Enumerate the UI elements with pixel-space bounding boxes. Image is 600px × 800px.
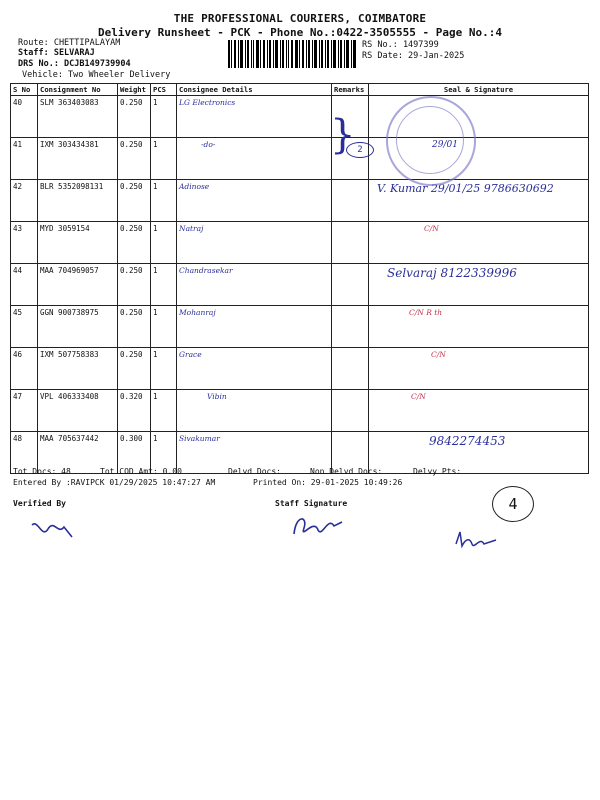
table-row [11,306,589,348]
rs-number: RS No.: 1497399 [362,40,439,50]
printed-on: Printed On: 29-01-2025 10:49:26 [253,478,403,487]
cell-weight: 0.250 [118,222,151,264]
cell-consignment: BLR 5352098131 [38,180,118,222]
cell-consignee: Vibin [177,390,332,432]
verifier-signature-icon [28,515,78,545]
cell-weight: 0.250 [118,306,151,348]
cell-sno: 42 [11,180,38,222]
runsheet-table [10,83,589,474]
staff-signature-icon [288,508,348,544]
vehicle-label: Vehicle: Two Wheeler Delivery [22,70,171,80]
cell-pcs: 1 [151,306,177,348]
runsheet-title: Delivery Runsheet - PCK - Phone No.:0422-3505555 - Page No.:4 [98,26,502,39]
delvy-pts: Delvy Pts: [413,467,462,476]
non-delvd-docs: Non Delvd Docs: [310,467,383,476]
tot-docs: Tot Docs: 48 [13,467,71,476]
table-row [11,222,589,264]
cell-consignment: IXM 507758383 [38,348,118,390]
cell-sno: 44 [11,264,38,306]
cell-weight: 0.250 [118,180,151,222]
cell-pcs: 1 [151,390,177,432]
stamp-date: 29/01 [432,140,458,150]
table-row [11,138,589,180]
tot-cod: Tot COD Amt: 0.00 [100,467,182,476]
cell-signature: V. Kumar 29/01/25 9786630692 [369,180,589,222]
delvd-docs: Delvd Docs: [228,467,281,476]
cell-consignee: Grace [177,348,332,390]
cell-weight: 0.250 [118,348,151,390]
cell-consignee: Mohanraj [177,306,332,348]
cell-consignment: VPL 406333408 [38,390,118,432]
table-row [11,432,589,474]
cell-sno: 40 [11,96,38,138]
table-row [11,390,589,432]
cell-signature: 9842274453 [369,432,589,474]
cell-sno: 45 [11,306,38,348]
cell-weight: 0.300 [118,432,151,474]
col-header-seal: Seal & Signature [369,84,589,96]
cell-consignment: MAA 705637442 [38,432,118,474]
cell-sno: 43 [11,222,38,264]
brace-mark-icon: } [330,112,356,158]
route-label: Route: CHETTIPALAYAM [18,38,121,48]
drs-number: DRS No.: DCJB149739904 [18,59,131,69]
cell-pcs: 1 [151,180,177,222]
cell-remarks [332,390,369,432]
cell-pcs: 1 [151,432,177,474]
cell-consignment: MYD 3059154 [38,222,118,264]
cell-signature: C/N R th [369,306,589,348]
cell-consignment: GGN 900738975 [38,306,118,348]
cell-sno: 47 [11,390,38,432]
cell-consignee: Sivakumar [177,432,332,474]
col-header-consignment: Consignment No [38,84,118,96]
verified-by-label: Verified By [13,499,66,508]
cell-pcs: 1 [151,264,177,306]
col-header-pcs: PCS [151,84,177,96]
cell-pcs: 1 [151,96,177,138]
col-header-sno: S No [11,84,38,96]
table-row [11,264,589,306]
staff-label: Staff: SELVARAJ [18,48,95,58]
cell-weight: 0.250 [118,264,151,306]
cell-pcs: 1 [151,138,177,180]
cell-signature: Selvaraj 8122339996 [369,264,589,306]
cell-remarks [332,222,369,264]
barcode-icon [228,40,356,68]
initials-icon [452,528,502,550]
table-row [11,348,589,390]
cell-remarks [332,264,369,306]
cell-remarks [332,348,369,390]
cell-pcs: 1 [151,222,177,264]
cell-consignee: Natraj [177,222,332,264]
cell-consignee: Adinose [177,180,332,222]
col-header-consignee: Consignee Details [177,84,332,96]
table-row [11,96,589,138]
cell-remarks [332,180,369,222]
cell-consignment: SLM 363403083 [38,96,118,138]
company-name: THE PROFESSIONAL COURIERS, COIMBATORE [173,12,427,25]
remarks-circle: 2 [346,142,374,158]
cell-remarks [332,306,369,348]
cell-weight: 0.250 [118,96,151,138]
cell-signature: C/N [369,348,589,390]
cell-consignment: MAA 704969057 [38,264,118,306]
cell-consignment: IXM 303434381 [38,138,118,180]
table-row [11,180,589,222]
cell-signature: C/N [369,222,589,264]
cell-signature: C/N [369,390,589,432]
entered-by: Entered By :RAVIPCK 01/29/2025 10:47:27 AM [13,478,216,487]
table-header-row [11,84,589,96]
staff-signature-label: Staff Signature [275,499,348,508]
cell-weight: 0.250 [118,138,151,180]
col-header-remarks: Remarks [332,84,369,96]
cell-consignee: Chandrasekar [177,264,332,306]
cell-consignee: LG Electronics [177,96,332,138]
cell-sno: 48 [11,432,38,474]
page-circle: 4 [492,486,534,522]
col-header-weight: Weight [118,84,151,96]
rs-date: RS Date: 29-Jan-2025 [362,51,465,61]
cell-weight: 0.320 [118,390,151,432]
cell-pcs: 1 [151,348,177,390]
cell-sno: 41 [11,138,38,180]
cell-sno: 46 [11,348,38,390]
cell-consignee: -do- [177,138,332,180]
